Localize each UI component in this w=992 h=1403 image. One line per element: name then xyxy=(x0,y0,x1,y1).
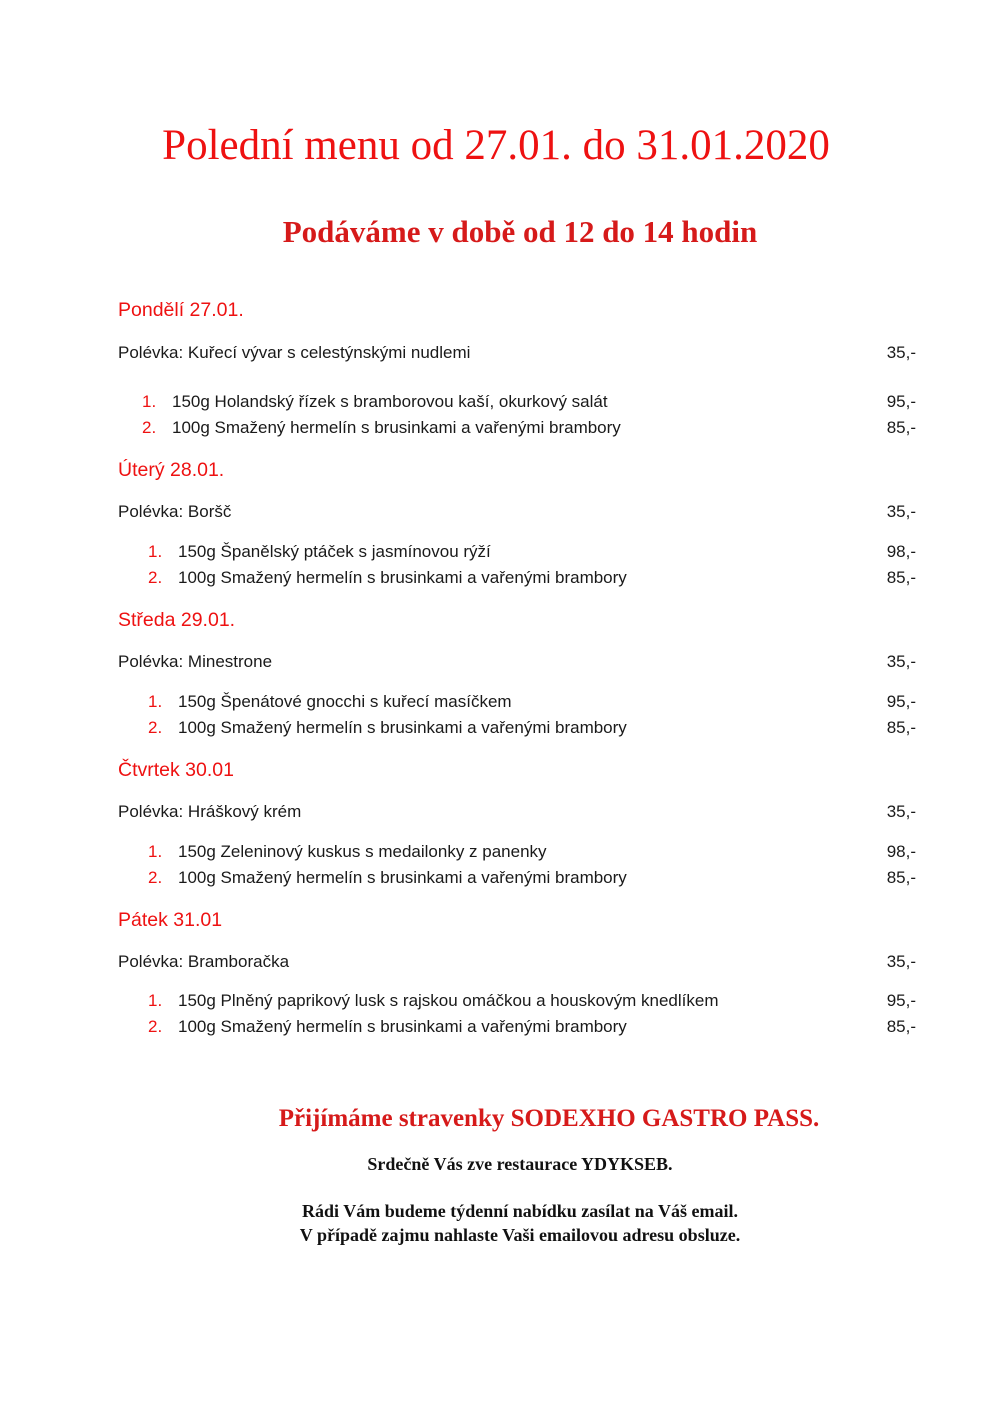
soup-label: Polévka: Bramboračka xyxy=(118,952,290,971)
item-text: 100g Smažený hermelín s brusinkami a vařenými brambory xyxy=(178,1017,627,1036)
item-text: 100g Smažený hermelín s brusinkami a vařenými brambory xyxy=(178,868,627,887)
item-price: 85,- xyxy=(886,868,916,887)
item-text: 150g Plněný paprikový lusk s rajskou omáčkou a houskovým knedlíkem xyxy=(178,991,719,1010)
item-number: 1. xyxy=(142,392,157,411)
soup-price: 35,- xyxy=(886,652,916,671)
soup-label: Polévka: Hráškový krém xyxy=(118,802,302,821)
day-heading-wednesday: Středa 29.01. xyxy=(118,609,236,631)
item-price: 85,- xyxy=(886,718,916,737)
item-number: 1. xyxy=(148,842,163,861)
item-price: 85,- xyxy=(886,1017,916,1036)
soup-label: Polévka: Boršč xyxy=(118,502,232,521)
menu-item-wednesday-1 xyxy=(118,690,916,714)
soup-price: 35,- xyxy=(886,502,916,521)
item-number: 2. xyxy=(148,868,163,887)
soup-price: 35,- xyxy=(886,343,916,362)
soup-price: 35,- xyxy=(886,802,916,821)
menu-item-tuesday-2 xyxy=(118,566,916,590)
item-text: 150g Holandský řízek s bramborovou kaší, okurkový salát xyxy=(172,392,608,411)
menu-item-tuesday-1 xyxy=(118,540,916,564)
vouchers-notice: Přijímáme stravenky SODEXHO GASTRO PASS. xyxy=(278,1105,820,1132)
item-number: 1. xyxy=(148,542,163,561)
menu-item-thursday-2 xyxy=(118,866,916,890)
item-price: 95,- xyxy=(886,991,916,1010)
soup-label: Polévka: Minestrone xyxy=(118,652,273,671)
menu-title: Polední menu od 27.01. do 31.01.2020 xyxy=(162,122,830,169)
day-heading-monday: Pondělí 27.01. xyxy=(118,299,244,321)
item-price: 85,- xyxy=(886,418,916,437)
menu-item-wednesday-2 xyxy=(118,716,916,740)
day-heading-friday: Pátek 31.01 xyxy=(118,909,223,931)
email-offer: Rádi Vám budeme týdenní nabídku zasílat na Váš email. xyxy=(302,1201,738,1221)
item-price: 98,- xyxy=(886,842,916,861)
serving-hours: Podáváme v době od 12 do 14 hodin xyxy=(282,214,758,249)
email-request: V případě zajmu nahlaste Vaši emailovou adresu obsluze. xyxy=(299,1225,741,1245)
soup-label: Polévka: Kuřecí vývar s celestýnskými nudlemi xyxy=(118,343,471,362)
menu-item-friday-2 xyxy=(118,1015,916,1039)
item-text: 150g Zeleninový kuskus s medailonky z panenky xyxy=(178,842,547,861)
item-number: 1. xyxy=(148,692,163,711)
item-text: 150g Španělský ptáček s jasmínovou rýží xyxy=(178,542,491,561)
soup-row-monday xyxy=(118,341,916,365)
item-number: 1. xyxy=(148,991,163,1010)
menu-item-monday-1 xyxy=(118,390,916,414)
day-heading-thursday: Čtvrtek 30.01 xyxy=(118,759,234,781)
item-number: 2. xyxy=(148,568,163,587)
soup-row-friday xyxy=(118,950,916,974)
soup-row-tuesday xyxy=(118,500,916,524)
item-text: 100g Smažený hermelín s brusinkami a vařenými brambory xyxy=(178,718,627,737)
item-number: 2. xyxy=(142,418,157,437)
item-price: 98,- xyxy=(886,542,916,561)
item-text: 100g Smažený hermelín s brusinkami a vařenými brambory xyxy=(172,418,621,437)
item-price: 95,- xyxy=(886,692,916,711)
item-text: 150g Špenátové gnocchi s kuřecí masíčkem xyxy=(178,692,512,711)
menu-item-friday-1 xyxy=(118,989,916,1013)
item-price: 95,- xyxy=(886,392,916,411)
menu-item-thursday-1 xyxy=(118,840,916,864)
item-number: 2. xyxy=(148,1017,163,1036)
restaurant-invite: Srdečně Vás zve restaurace YDYKSEB. xyxy=(367,1154,673,1174)
item-price: 85,- xyxy=(886,568,916,587)
menu-item-monday-2 xyxy=(118,416,916,440)
soup-price: 35,- xyxy=(886,952,916,971)
item-number: 2. xyxy=(148,718,163,737)
soup-row-thursday xyxy=(118,800,916,824)
item-text: 100g Smažený hermelín s brusinkami a vařenými brambory xyxy=(178,568,627,587)
soup-row-wednesday xyxy=(118,650,916,674)
day-heading-tuesday: Úterý 28.01. xyxy=(118,459,225,481)
